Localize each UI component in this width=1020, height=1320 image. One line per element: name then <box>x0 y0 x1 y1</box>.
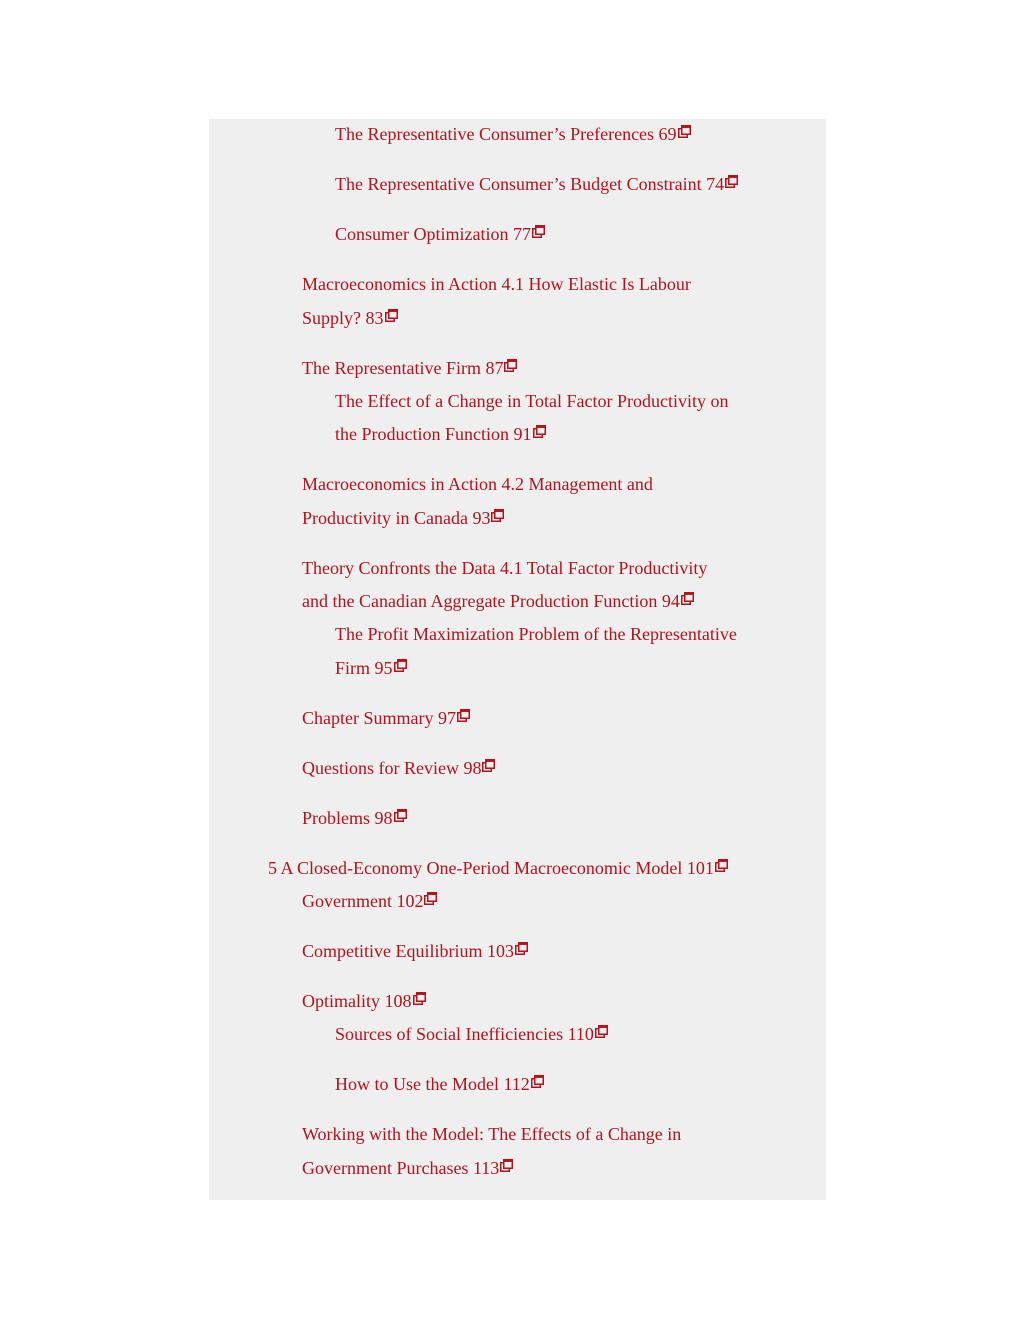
toc-entry-text: Optimality 108 <box>302 991 412 1011</box>
external-link-icon <box>532 225 545 238</box>
external-link-icon <box>394 809 407 822</box>
toc-entry-text: Macroeconomics in Action 4.2 Management and <box>302 474 653 494</box>
toc-entry-how-to-use-model[interactable] <box>335 1073 544 1095</box>
toc-entry-theory-confronts-data-line-2[interactable] <box>302 590 694 612</box>
external-link-icon <box>531 1075 544 1088</box>
toc-entry-text: the Production Function 91 <box>335 424 532 444</box>
toc-entry-text: Theory Confronts the Data 4.1 Total Factor Productivity <box>302 558 708 578</box>
external-link-icon <box>681 592 694 605</box>
toc-entry-competitive-equilibrium[interactable] <box>302 940 528 962</box>
toc-entry-working-with-model-line-1[interactable] <box>302 1123 681 1145</box>
external-link-icon <box>504 359 517 372</box>
toc-entry-text: The Profit Maximization Problem of the Representative <box>335 624 737 644</box>
toc-entry-text: Problems 98 <box>302 808 393 828</box>
toc-entry-text: How to Use the Model 112 <box>335 1074 530 1094</box>
toc-entry-working-with-model-line-2[interactable] <box>302 1157 513 1179</box>
toc-panel <box>209 119 826 1200</box>
toc-entry-consumer-optimization[interactable] <box>335 223 545 245</box>
toc-entry-sources-social-inefficiencies[interactable] <box>335 1023 608 1045</box>
toc-entry-profit-maximization-line-2[interactable] <box>335 657 407 679</box>
external-link-icon <box>725 175 738 188</box>
toc-entry-text: The Representative Consumer’s Preferences 69 <box>335 124 677 144</box>
external-link-icon <box>491 509 504 522</box>
toc-entry-text: 5 A Closed-Economy One-Period Macroeconomic Model 101 <box>268 858 714 878</box>
toc-entry-text: Government 102 <box>302 891 424 911</box>
toc-entry-effect-change-tfp-line-2[interactable] <box>335 423 546 445</box>
toc-entry-text: Questions for Review 98 <box>302 758 482 778</box>
toc-entry-effect-change-tfp-line-1[interactable] <box>335 390 728 412</box>
toc-entry-text: Government Purchases 113 <box>302 1158 500 1178</box>
external-link-icon <box>595 1025 608 1038</box>
external-link-icon <box>715 859 728 872</box>
external-link-icon <box>500 1159 513 1172</box>
toc-entry-problems[interactable] <box>302 807 407 829</box>
toc-entry-text: The Effect of a Change in Total Factor Productivity on <box>335 391 729 411</box>
toc-entry-text: The Representative Consumer’s Budget Constraint 74 <box>335 174 725 194</box>
toc-entry-representative-firm[interactable] <box>302 357 517 379</box>
toc-entry-text: Firm 95 <box>335 658 393 678</box>
toc-entry-text: Working with the Model: The Effects of a Change in <box>302 1124 682 1144</box>
external-link-icon <box>413 992 426 1005</box>
external-link-icon <box>482 759 495 772</box>
toc-entry-government[interactable] <box>302 890 437 912</box>
external-link-icon <box>533 425 546 438</box>
toc-entry-text: The Representative Firm 87 <box>302 358 504 378</box>
toc-entry-text: Supply? 83 <box>302 308 384 328</box>
toc-entry-optimality[interactable] <box>302 990 426 1012</box>
toc-entry-profit-maximization-line-1[interactable] <box>335 623 737 645</box>
toc-entry-macro-in-action-4-1-line-1[interactable] <box>302 273 691 295</box>
toc-entry-text: and the Canadian Aggregate Production Function 94 <box>302 591 680 611</box>
toc-entry-text: Productivity in Canada 93 <box>302 508 491 528</box>
toc-entry-text: Consumer Optimization 77 <box>335 224 531 244</box>
toc-entry-text: Chapter Summary 97 <box>302 708 456 728</box>
toc-entry-chapter-summary[interactable] <box>302 707 470 729</box>
toc-entry-macro-in-action-4-2-line-2[interactable] <box>302 507 504 529</box>
toc-entry-text: Macroeconomics in Action 4.1 How Elastic Is Labour <box>302 274 691 294</box>
external-link-icon <box>394 659 407 672</box>
toc-entry-rep-consumer-preferences[interactable] <box>335 123 691 145</box>
external-link-icon <box>515 942 528 955</box>
toc-entry-theory-confronts-data-line-1[interactable] <box>302 557 707 579</box>
external-link-icon <box>457 709 470 722</box>
external-link-icon <box>424 892 437 905</box>
toc-entry-text: Sources of Social Inefficiencies 110 <box>335 1024 594 1044</box>
toc-entry-questions-for-review[interactable] <box>302 757 495 779</box>
external-link-icon <box>678 125 691 138</box>
external-link-icon <box>385 309 398 322</box>
toc-entry-macro-in-action-4-1-line-2[interactable] <box>302 307 398 329</box>
toc-entry-rep-consumer-budget-constraint[interactable] <box>335 173 738 195</box>
toc-entry-text: Competitive Equilibrium 103 <box>302 941 514 961</box>
toc-entry-chapter-5[interactable] <box>268 857 728 879</box>
toc-entry-macro-in-action-4-2-line-1[interactable] <box>302 473 653 495</box>
